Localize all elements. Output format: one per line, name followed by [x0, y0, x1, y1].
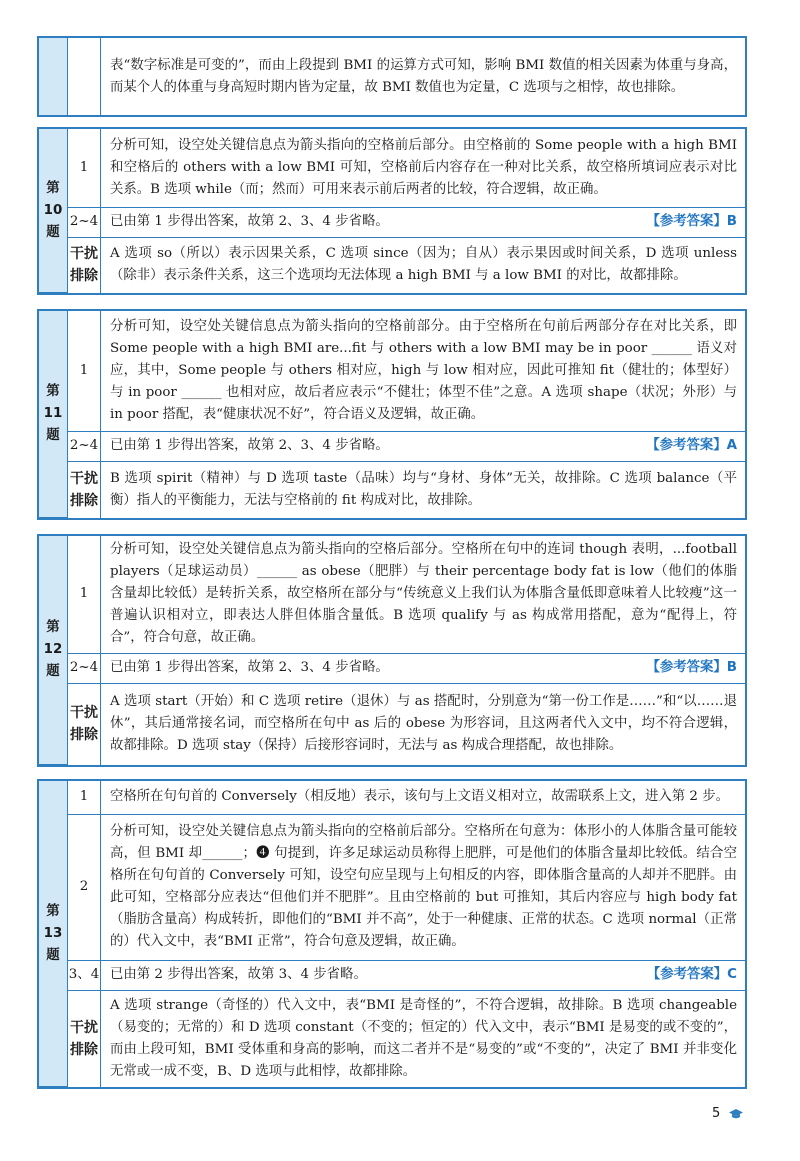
step-number: 2~4	[68, 653, 101, 683]
table-row	[39, 781, 745, 814]
table-row	[39, 38, 745, 115]
table-row	[39, 129, 745, 207]
step-number: 1	[68, 311, 101, 431]
page-number: 5	[712, 1106, 721, 1121]
answer-badge: 【参考答案】B	[646, 214, 737, 229]
answer-badge: 【参考答案】A	[646, 438, 737, 453]
distractor-text: A 选项 strange（奇怪的）代入文中，表“BMI 是奇怪的”，不符合逻辑，故排除。B 选项 changeable（易变的；无常的）和 D 选项 constant（不变的；恒定的）代入文中，表示“BMI 是易变的或不变的”，而由上段可知，BMI 受体重和身高的影响，而这二者并不是“易变的”或“不变的”，决定了 BMI 并非变化无常或一成不变，B、D 选项与此相悖，故都排除。	[101, 990, 746, 1087]
step-number: 1	[68, 536, 101, 653]
distractor-text: A 选项 start（开始）和 C 选项 retire（退休）与 as 搭配时，分别意为“第一份工作是……”和“以……退休”，其后通常接名词，而空格所在句中 as 后的 obese 为形容词，且这两者代入文中，均不符合逻辑，故都排除。D 选项 stay（保持）后接形容词时，无法与 as 构成合理搭配，故也排除。	[101, 683, 746, 765]
step-number: 1	[68, 781, 101, 814]
question-label	[39, 38, 68, 115]
distractor-label: 干扰 排除	[68, 683, 101, 765]
step-cell	[68, 38, 101, 115]
table-row	[39, 237, 745, 293]
explanation-row	[101, 960, 746, 990]
question-label: 第 11 题	[39, 311, 68, 518]
explanation-text: 已由第 1 步得出答案，故第 2、3、4 步省略。	[110, 660, 389, 675]
answer-badge: 【参考答案】B	[646, 660, 737, 675]
table-row	[39, 990, 745, 1087]
table-row	[39, 461, 745, 518]
explanation-text: 分析可知，设空处关键信息点为箭头指向的空格前后部分。由空格前的 Some people with a high BMI 和空格后的 others with a low BMI 可知，空格前后内容存在一种对比关系，故空格所填词应表示对比关系。B 选项 while（而；然而）可用来表示前后两者的比较，符合逻辑，故正确。	[101, 129, 746, 207]
table-row	[39, 960, 745, 990]
explanation-text: 表“数字标准是可变的”，而由上段提到 BMI 的运算方式可知，影响 BMI 数值的相关因素为体重与身高，而某个人的体重与身高短时期内皆为定量，故 BMI 数值也为定量，C 选项与之相悖，故也排除。	[101, 38, 746, 115]
step-number: 2~4	[68, 431, 101, 461]
table-row	[39, 653, 745, 683]
explanation-row	[101, 431, 746, 461]
step-number: 2	[68, 814, 101, 960]
graduation-cap-icon	[728, 1108, 744, 1120]
distractor-label: 干扰 排除	[68, 237, 101, 293]
step-number: 3、4	[68, 960, 101, 990]
distractor-label: 干扰 排除	[68, 990, 101, 1087]
table-row	[39, 683, 745, 765]
question-block-12	[37, 534, 747, 767]
explanation-text: 已由第 1 步得出答案，故第 2、3、4 步省略。	[110, 214, 389, 229]
explanation-row	[101, 207, 746, 237]
explanation-text: 已由第 1 步得出答案，故第 2、3、4 步省略。	[110, 438, 389, 453]
explanation-text: 空格所在句句首的 Conversely（相反地）表示，该句与上文语义相对立，故需联系上文，进入第 2 步。	[101, 781, 746, 814]
question-label: 第 12 题	[39, 536, 68, 765]
question-block-11	[37, 309, 747, 520]
step-number: 2~4	[68, 207, 101, 237]
table-row	[39, 814, 745, 960]
explanation-text: 分析可知，设空处关键信息点为箭头指向的空格前后部分。空格所在句意为：体形小的人体脂含量可能较高，但 BMI 却______；❹ 句提到，许多足球运动员称得上肥胖，可是他们的体脂含量却比较低。结合空格所在句句首的 Conversely 可知，设空句应呈现与上句相反的内容，即体脂含量高的人却并不肥胖。由此可知，空格部分应表达“但他们并不肥胖”。且由空格前的 but 可推知，其后内容应与 high body fat（脂肪含量高）构成转折，即他们的“BMI 并不高”，处于一种健康、正常的状态。C 选项 normal（正常的）代入文中，表“BMI 正常”，符合句意及逻辑，故正确。	[101, 814, 746, 960]
distractor-text: B 选项 spirit（精神）与 D 选项 taste（品味）均与“身材、身体”无关，故排除。C 选项 balance（平衡）指人的平衡能力，无法与空格前的 fit 构成对比，故排除。	[101, 461, 746, 518]
distractor-text: A 选项 so（所以）表示因果关系，C 选项 since（因为；自从）表示果因或时间关系，D 选项 unless（除非）表示条件关系，这三个选项均无法体现 a high BMI 与 a low BMI 的对比，故都排除。	[101, 237, 746, 293]
table-row	[39, 311, 745, 431]
question-block-13	[37, 779, 747, 1089]
table-row	[39, 536, 745, 653]
explanation-row	[101, 653, 746, 683]
question-block-10	[37, 127, 747, 295]
question-label: 第 10 题	[39, 129, 68, 293]
explanation-text: 分析可知，设空处关键信息点为箭头指向的空格后部分。空格所在句中的连词 though 表明，...football players（足球运动员）______ as obese（肥胖）与 their percentage body fat is low（他们的体脂含量却比较低）是转折关系，故空格所在部分与“传统意义上我们认为体脂含量低即意味着人比较瘦”这一普遍认识相对立，即表达人胖但体脂含量低。B 选项 qualify 与 as 构成常用搭配，意为“配得上，符合”，符合句意，故正确。	[101, 536, 746, 653]
table-row	[39, 431, 745, 461]
table-row	[39, 207, 745, 237]
answer-badge: 【参考答案】C	[646, 967, 737, 982]
question-block-continued	[37, 36, 747, 117]
explanation-text: 分析可知，设空处关键信息点为箭头指向的空格前部分。由于空格所在句前后两部分存在对比关系，即 Some people with a high BMI are...fit 与 others with a low BMI may be in poor ______ 语义对应，其中，Some people 与 others 相对应，high 与 low 相对应，因此可推知 fit（健壮的；体型好）与 in poor ______ 也相对应，故后者应表示“不健壮；体型不佳”之意。A 选项 shape（状况；外形）与 in poor 搭配，表“健康状况不好”，符合语义及逻辑，故正确。	[101, 311, 746, 431]
distractor-label: 干扰 排除	[68, 461, 101, 518]
step-number: 1	[68, 129, 101, 207]
question-label: 第 13 题	[39, 781, 68, 1087]
explanation-text: 已由第 2 步得出答案，故第 3、4 步省略。	[110, 967, 367, 982]
